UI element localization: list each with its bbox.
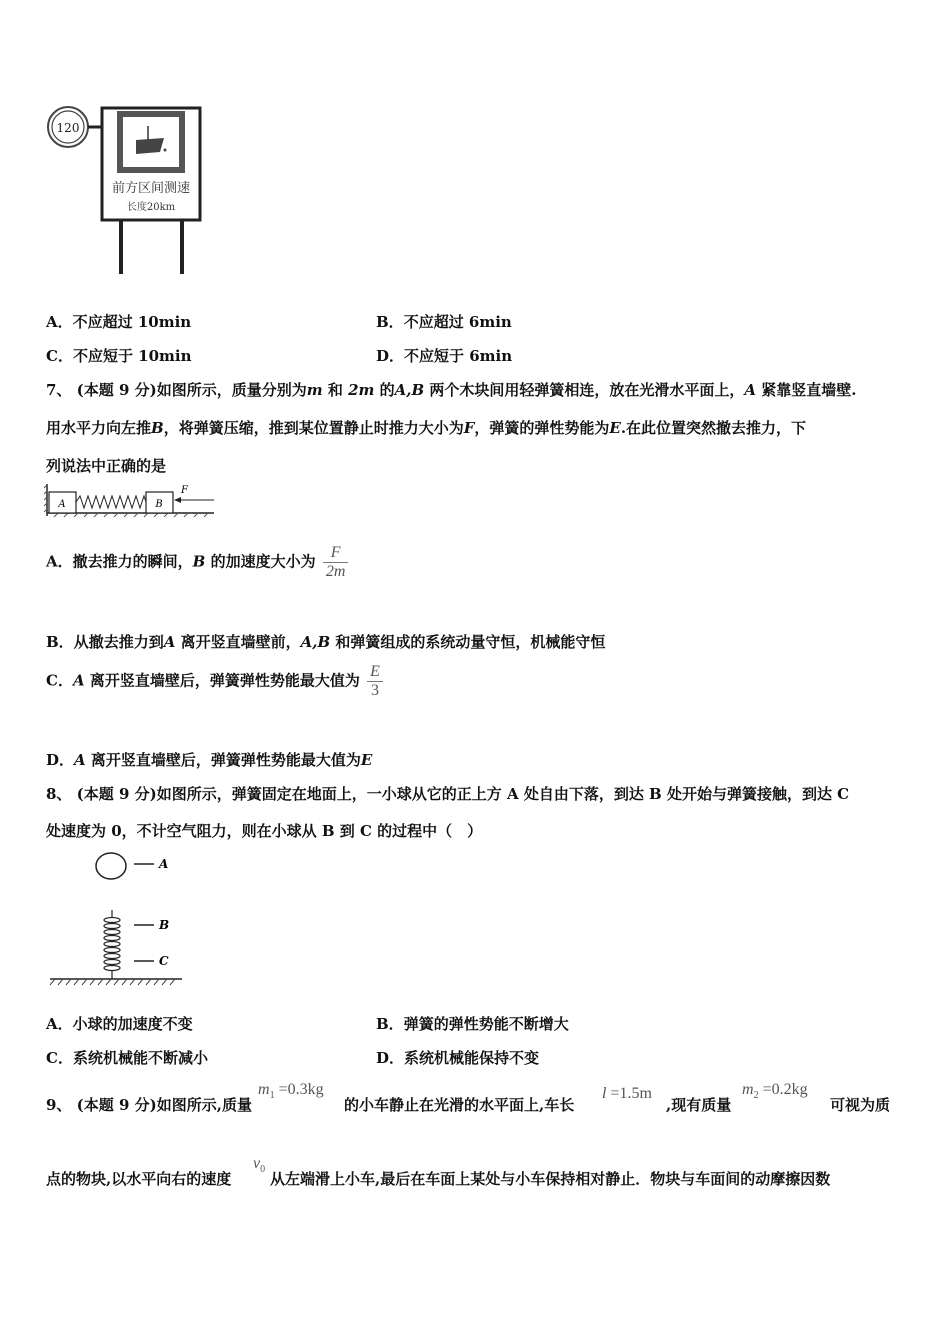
q7-option-a[interactable]: A．撤去推力的瞬间，B 的加速度大小为 $\frac{F}{2m}$	[46, 544, 348, 581]
point-a-label: A	[159, 857, 169, 871]
q9-mass-m2: $m_2 =0.2kg$	[742, 1081, 808, 1102]
fraction-e-over-3: $\frac{E}{3}$	[367, 663, 383, 700]
fraction-f-over-2m: $\frac{F}{2m}$	[323, 544, 349, 581]
ball	[96, 853, 126, 879]
speed-limit-text: 120	[56, 121, 80, 135]
q7-spring-figure	[44, 482, 219, 522]
force-arrow-icon	[174, 497, 181, 503]
sign-line2: 长度20km	[126, 202, 176, 213]
force-label: F	[181, 485, 188, 496]
q6-option-c[interactable]: C．不应短于 10min	[46, 347, 192, 365]
q7-option-c[interactable]: C．A 离开竖直墙壁后，弹簧弹性势能最大值为 $\frac{E}{3}$	[46, 663, 383, 700]
q9-stem-line1d: 可视为质	[830, 1096, 891, 1114]
q7-stem-line3: 列说法中正确的是	[46, 457, 167, 475]
q7-stem-line1: 7、 (本题 9 分)如图所示，质量分别为m 和 2m 的A,B 两个木块间用轻弹簧相连，放在光滑水平面上，A 紧靠竖直墙壁.	[46, 381, 857, 399]
q8-option-a[interactable]: A．小球的加速度不变	[46, 1015, 193, 1033]
q9-stem-line2b: 从左端滑上小车,最后在车面上某处与小车保持相对静止．物块与车面间的动摩擦因数	[270, 1170, 831, 1188]
q9-velocity-v0: $v_0$	[253, 1155, 266, 1176]
q7-option-b[interactable]: B．从撤去推力到A 离开竖直墙壁前，A,B 和弹簧组成的系统动量守恒，机械能守恒	[46, 633, 606, 651]
point-b-label: B	[159, 918, 170, 932]
q8-stem-line1: 8、 (本题 9 分)如图所示，弹簧固定在地面上，一小球从它的正上方 A 处自由下落，到达 B 处开始与弹簧接触，到达 C	[46, 785, 850, 803]
q9-stem-line1c: ,现有质量	[666, 1096, 732, 1114]
point-c-label: C	[159, 954, 169, 968]
q9-stem-line2: 点的物块,以水平向右的速度	[46, 1170, 232, 1188]
sign-line1: 前方区间测速	[111, 181, 191, 196]
q8-stem-line2: 处速度为 0，不计空气阻力，则在小球从 B 到 C 的过程中（ ）	[46, 822, 483, 840]
vertical-spring	[104, 910, 120, 979]
q9-mass-m1: $m_1 =0.3kg$	[258, 1081, 324, 1102]
q9-stem-line1: 9、 (本题 9 分)如图所示,质量	[46, 1096, 252, 1114]
q8-option-b[interactable]: B．弹簧的弹性势能不断增大	[376, 1015, 569, 1033]
q9-stem-line1b: 的小车静止在光滑的水平面上,车长	[344, 1096, 575, 1114]
q8-option-c[interactable]: C．系统机械能不断减小	[46, 1049, 208, 1067]
road-sign-figure	[44, 98, 214, 278]
q7-option-d[interactable]: D．A 离开竖直墙壁后，弹簧弹性势能最大值为E	[46, 751, 373, 769]
q8-option-d[interactable]: D．系统机械能保持不变	[376, 1049, 540, 1067]
block-a-label: A	[58, 499, 66, 510]
spring	[76, 496, 146, 508]
q6-option-d[interactable]: D．不应短于 6min	[376, 347, 513, 365]
q6-option-a[interactable]: A．不应超过 10min	[46, 313, 192, 331]
block-b-label: B	[155, 499, 163, 510]
q7-stem-line2: 用水平力向左推B，将弹簧压缩，推到某位置静止时推力大小为F，弹簧的弹性势能为E.在此位置突然撤去推力，下	[46, 419, 807, 437]
q8-ball-spring-figure	[44, 848, 189, 990]
q9-length-l: l =1.5m	[602, 1085, 652, 1102]
q6-option-b[interactable]: B．不应超过 6min	[376, 313, 512, 331]
